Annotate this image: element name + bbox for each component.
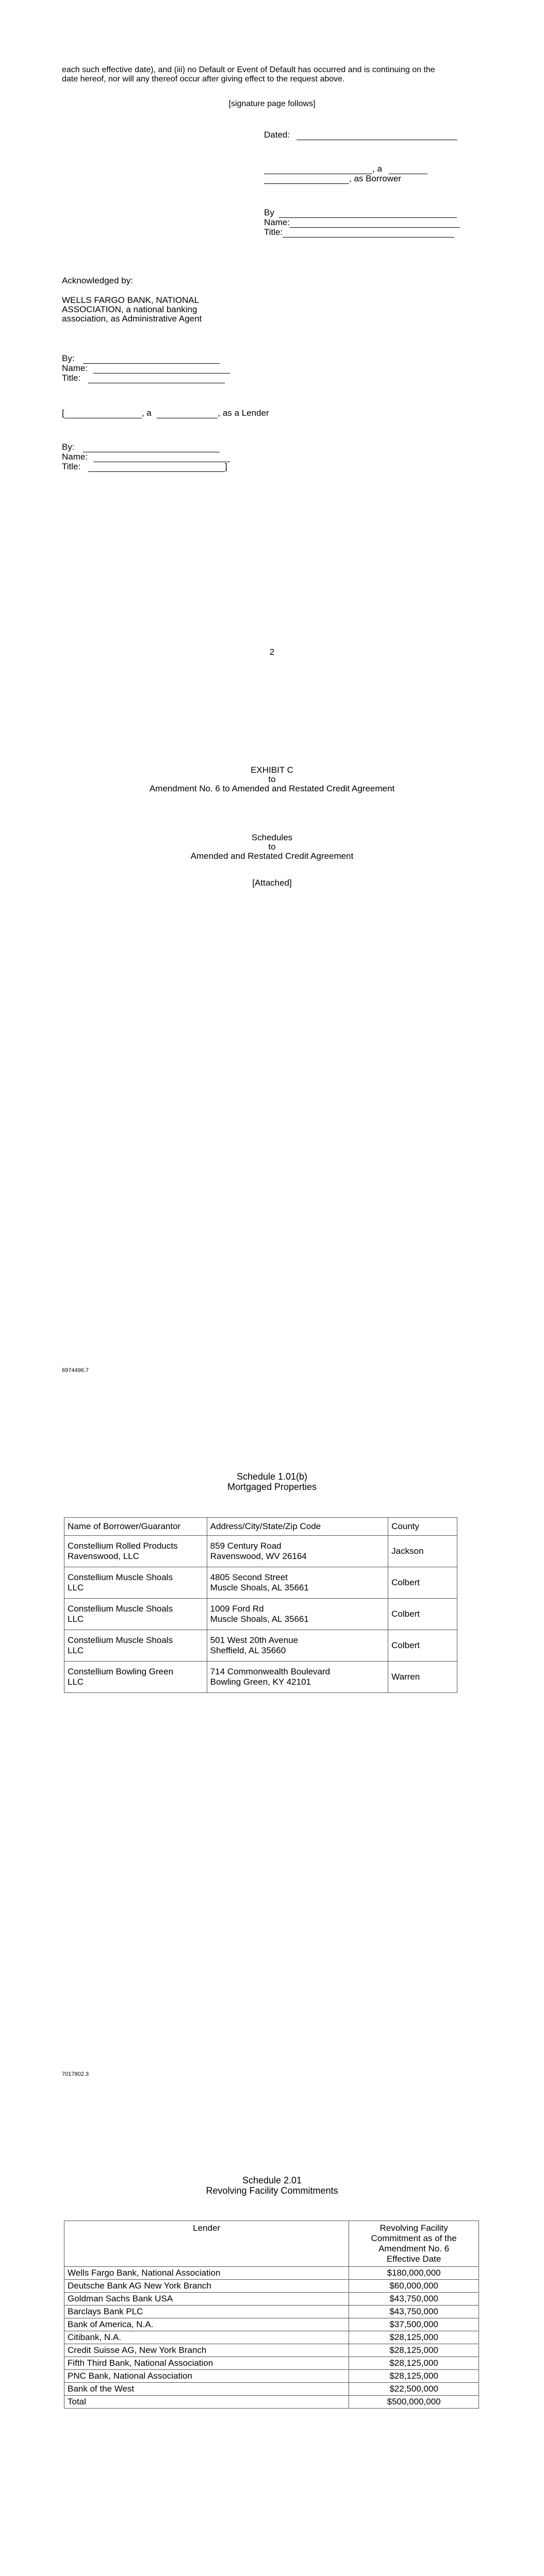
lender-line: [62, 408, 269, 418]
mortgaged-properties-table: [64, 1517, 457, 1693]
table-row: [64, 2267, 479, 2280]
address-cell: 1009 Ford Rd Muscle Shoals, AL 35661: [207, 1599, 388, 1630]
table-row: [64, 1536, 457, 1567]
table-row: [64, 2331, 479, 2344]
lender-name-blank: [64, 410, 142, 418]
page-number: 2: [269, 647, 275, 657]
address-cell: 501 West 20th Avenue Sheffield, AL 35660: [207, 1630, 388, 1662]
lender-name-cell: Deutsche Bank AG New York Branch: [64, 2280, 349, 2293]
lender-type-blank: [157, 410, 218, 418]
borrower-a-text: , a: [372, 164, 382, 174]
address-cell: 4805 Second Street Muscle Shoals, AL 35661: [207, 1567, 388, 1599]
intro-paragraph: [62, 65, 485, 84]
intro-line-2: date hereof, nor will any thereof occur after giving effect to the request above.: [62, 75, 345, 83]
column-header: Name of Borrower/Guarantor: [64, 1518, 207, 1536]
table-row: [64, 2280, 479, 2293]
table-row: [64, 1662, 457, 1693]
borrower-name-line: [264, 217, 460, 228]
schedule-heading: [0, 2175, 544, 2196]
schedules-subtitle: Amended and Restated Credit Agreement: [190, 851, 354, 861]
dated-label: Dated:: [264, 130, 290, 140]
name-blank: [290, 219, 460, 228]
borrower-name-blank: [264, 165, 372, 174]
document-code: 6974496.7: [62, 1367, 89, 1374]
commitment-amount-cell: $180,000,000: [349, 2267, 479, 2280]
lender-title-line: [62, 462, 227, 472]
lender-name-cell: PNC Bank, National Association: [64, 2370, 349, 2383]
schedules-title: Schedules: [251, 833, 293, 842]
table-header-row: [64, 1518, 457, 1536]
title-label: Title:: [62, 373, 81, 383]
borrower-name-cell: Constellium Bowling Green LLC: [64, 1662, 207, 1693]
commitment-amount-cell: $43,750,000: [349, 2306, 479, 2318]
borrower-name-cell: Constellium Muscle Shoals LLC: [64, 1567, 207, 1599]
lender-column-header: Lender: [64, 2221, 349, 2267]
lender-name-line: [62, 452, 230, 462]
borrower-name-cell: Constellium Muscle Shoals LLC: [64, 1599, 207, 1630]
total-row: [64, 2396, 479, 2409]
by-label: By:: [62, 353, 75, 363]
table-row: [64, 1630, 457, 1662]
table-row: [64, 2383, 479, 2396]
lender-name-cell: Total: [64, 2396, 349, 2409]
document-code: 7017802.3: [62, 2071, 89, 2077]
revolving-commitments-table: [64, 2221, 479, 2409]
schedule-heading: [0, 1471, 544, 1492]
table-row: [64, 2370, 479, 2383]
lender-as-text: , as a Lender: [218, 408, 269, 418]
county-cell: Jackson: [388, 1536, 457, 1567]
lender-a-text: , a: [141, 408, 152, 418]
table-row: [64, 1567, 457, 1599]
commitment-amount-cell: $28,125,000: [349, 2357, 479, 2370]
name-label: Name:: [62, 452, 88, 462]
title-blank: [88, 463, 225, 472]
schedule-title: Schedule 2.01: [242, 2175, 302, 2185]
agent-by-line: [62, 353, 220, 364]
table-row: [64, 2306, 479, 2318]
commitment-amount-cell: $28,125,000: [349, 2344, 479, 2357]
schedule-subtitle: Mortgaged Properties: [227, 1482, 317, 1492]
address-cell: 859 Century Road Ravenswood, WV 26164: [207, 1536, 388, 1567]
borrower-by-line: [264, 208, 457, 218]
lender-name-cell: Wells Fargo Bank, National Association: [64, 2267, 349, 2280]
commitment-amount-cell: $28,125,000: [349, 2331, 479, 2344]
address-cell: 714 Commonwealth Boulevard Bowling Green, KY 42101: [207, 1662, 388, 1693]
attached-note: [Attached]: [252, 878, 292, 888]
by-label: By: [264, 208, 274, 217]
lender-by-line: [62, 442, 220, 452]
name-blank: [93, 365, 230, 374]
county-cell: Warren: [388, 1662, 457, 1693]
exhibit-heading: [0, 766, 544, 793]
acknowledged-label: Acknowledged by:: [62, 276, 133, 285]
bracket-open: [: [62, 408, 64, 418]
borrower-title-line: [264, 227, 454, 238]
borrower-name-cell: Constellium Muscle Shoals LLC: [64, 1630, 207, 1662]
intro-line-1: each such effective date), and (iii) no Default or Event of Default has occurred and is continuing on the: [62, 65, 435, 74]
lender-name-cell: Bank of America, N.A.: [64, 2318, 349, 2331]
by-blank: [83, 355, 220, 364]
lender-name-cell: Bank of the West: [64, 2383, 349, 2396]
table-header-row: [64, 2221, 479, 2267]
title-label: Title:: [62, 462, 81, 471]
name-label: Name:: [62, 363, 88, 373]
agent-name-line: [62, 363, 230, 374]
table-row: [64, 1599, 457, 1630]
borrower-as-text: , as Borrower: [349, 174, 402, 183]
county-cell: Colbert: [388, 1599, 457, 1630]
signature-follows-note: [signature page follows]: [228, 99, 316, 108]
by-label: By:: [62, 442, 75, 452]
by-blank: [83, 444, 220, 452]
lender-name-cell: Goldman Sachs Bank USA: [64, 2293, 349, 2306]
lender-name-cell: Credit Suisse AG, New York Branch: [64, 2344, 349, 2357]
commitment-amount-cell: $22,500,000: [349, 2383, 479, 2396]
schedule-title: Schedule 1.01(b): [236, 1471, 308, 1482]
title-blank: [88, 375, 225, 383]
title-blank: [283, 229, 454, 238]
commitment-amount-cell: $43,750,000: [349, 2293, 479, 2306]
borrower-line-2: [264, 174, 401, 184]
lender-name-cell: Citibank, N.A.: [64, 2331, 349, 2344]
bracket-close: ]: [224, 462, 227, 471]
agent-block: WELLS FARGO BANK, NATIONAL ASSOCIATION, a national banking association, as Administrative Agent: [62, 295, 202, 324]
county-cell: Colbert: [388, 1567, 457, 1599]
borrower-line-1: [264, 164, 427, 174]
exhibit-title: EXHIBIT C: [251, 765, 293, 775]
column-header: County: [388, 1518, 457, 1536]
exhibit-to: to: [268, 774, 276, 784]
dated-line: [264, 130, 457, 140]
column-header: Address/City/State/Zip Code: [207, 1518, 388, 1536]
table-row: [64, 2293, 479, 2306]
schedules-to: to: [268, 842, 276, 852]
schedules-heading: [0, 833, 544, 861]
borrower-name-cell: Constellium Rolled Products Ravenswood, LLC: [64, 1536, 207, 1567]
by-blank: [279, 209, 457, 218]
schedule-subtitle: Revolving Facility Commitments: [206, 2185, 338, 2196]
lender-name-cell: Fifth Third Bank, National Association: [64, 2357, 349, 2370]
table-row: [64, 2318, 479, 2331]
agent-title-line: [62, 373, 225, 383]
lender-name-cell: Barclays Bank PLC: [64, 2306, 349, 2318]
commitment-amount-cell: $60,000,000: [349, 2280, 479, 2293]
commitment-amount-cell: $500,000,000: [349, 2396, 479, 2409]
commitment-amount-cell: $37,500,000: [349, 2318, 479, 2331]
exhibit-subtitle: Amendment No. 6 to Amended and Restated Credit Agreement: [149, 784, 395, 793]
title-label: Title:: [264, 227, 283, 237]
name-blank: [93, 453, 230, 462]
commitment-column-header: Revolving Facility Commitment as of the Amendment No. 6 Effective Date: [349, 2221, 479, 2267]
name-label: Name:: [264, 217, 290, 227]
commitment-amount-cell: $28,125,000: [349, 2370, 479, 2383]
table-row: [64, 2344, 479, 2357]
county-cell: Colbert: [388, 1630, 457, 1662]
table-row: [64, 2357, 479, 2370]
dated-blank: [296, 131, 457, 140]
borrower-type-blank: [389, 165, 427, 174]
borrower-jurisdiction-blank: [264, 175, 349, 184]
